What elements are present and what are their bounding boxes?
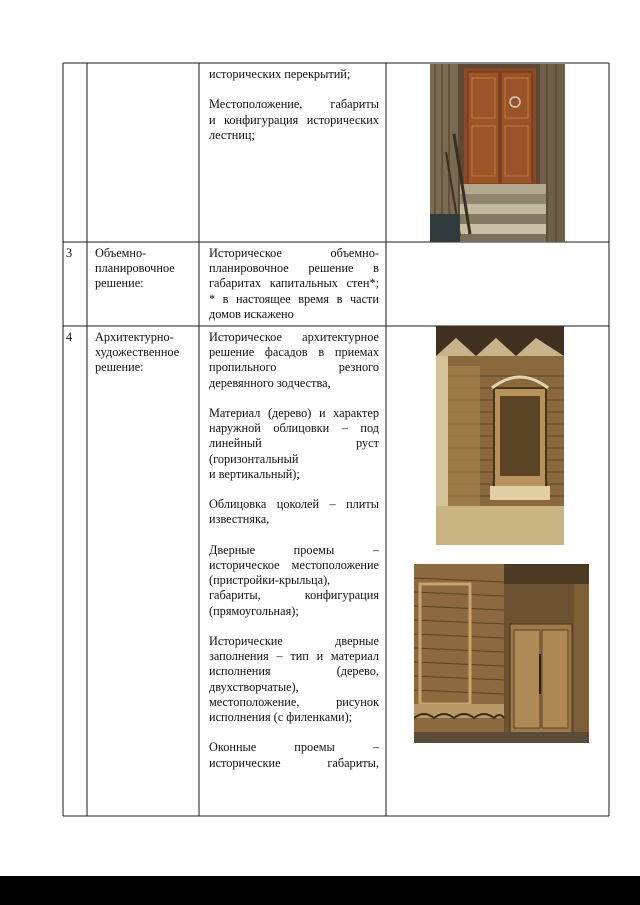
photo-carved-facade — [436, 326, 564, 545]
text-line: исторических перекрытий; — [209, 67, 351, 81]
text-line: и конфигурация исторических — [209, 112, 379, 127]
text-line: (прямоугольная); — [209, 603, 299, 618]
text-line — [209, 391, 379, 406]
text-line: Оконные проемы – — [209, 740, 379, 755]
text-line — [209, 725, 379, 740]
text-line: лестниц; — [209, 127, 255, 142]
text-line: Историческое объемно- — [209, 246, 379, 260]
text-line: наружной облицовки – под — [209, 421, 379, 436]
text-line — [209, 619, 379, 634]
text-line: планировочное решение в — [209, 261, 379, 276]
text-line: Местоположение, габариты — [209, 97, 379, 112]
row-number: 3 — [66, 246, 73, 260]
text-line — [209, 82, 379, 97]
text-line: домов искажено — [209, 306, 294, 321]
photo-porch-door — [414, 564, 589, 743]
text-line: решение фасадов в приемах — [209, 345, 379, 360]
text-line: известняка, — [209, 512, 270, 527]
text-line: местоположение, рисунок — [209, 694, 379, 709]
text-line: габариты, конфигурация — [209, 588, 379, 603]
text-line: Материал (дерево) и характер — [209, 406, 379, 421]
row-name-line: планировочное — [95, 261, 175, 276]
row-2-text-cell — [209, 246, 379, 322]
text-line: пропильного резного — [209, 360, 379, 375]
text-line: заполнения – тип и материал — [209, 649, 379, 664]
text-line: историческое местоположение — [209, 558, 379, 573]
text-line: (горизонтальный — [209, 451, 299, 466]
text-line: исполнения (с филенками); — [209, 710, 353, 725]
text-line: двухстворчатые), — [209, 679, 299, 694]
text-line: деревянного зодчества, — [209, 375, 331, 390]
text-line: Дверные проемы – — [209, 542, 379, 557]
text-line — [209, 482, 379, 497]
row-3-text-cell — [209, 330, 379, 771]
row-name-line: Объемно- — [95, 246, 147, 260]
row-name-line: решение: — [95, 276, 144, 291]
text-line: (пристройки-крыльца), — [209, 573, 331, 588]
text-line: Исторические дверные — [209, 634, 379, 649]
text-line: Историческое архитектурное — [209, 330, 379, 344]
text-line: Облицовка цоколей – плиты — [209, 497, 379, 512]
row-name-cell — [95, 330, 195, 376]
row-number: 4 — [66, 330, 73, 344]
text-line: и вертикальный); — [209, 466, 300, 481]
text-line: линейный руст — [209, 436, 379, 451]
row-name-cell — [95, 246, 195, 292]
text-line: исполнения (дерево, — [209, 664, 379, 679]
text-line: * в настоящее время в части — [209, 291, 379, 306]
row-1-text-cell — [209, 67, 379, 143]
text-line: габаритах капитальных стен*; — [209, 276, 379, 291]
scan-bottom-edge — [0, 876, 640, 905]
text-line: исторические габариты, — [209, 755, 379, 770]
row-name-line: решение: — [95, 360, 144, 375]
text-line — [209, 528, 379, 543]
row-name-line: Архитектурно- — [95, 330, 174, 344]
photo-wooden-door-stairs — [430, 64, 565, 242]
row-name-line: художественное — [95, 345, 180, 360]
